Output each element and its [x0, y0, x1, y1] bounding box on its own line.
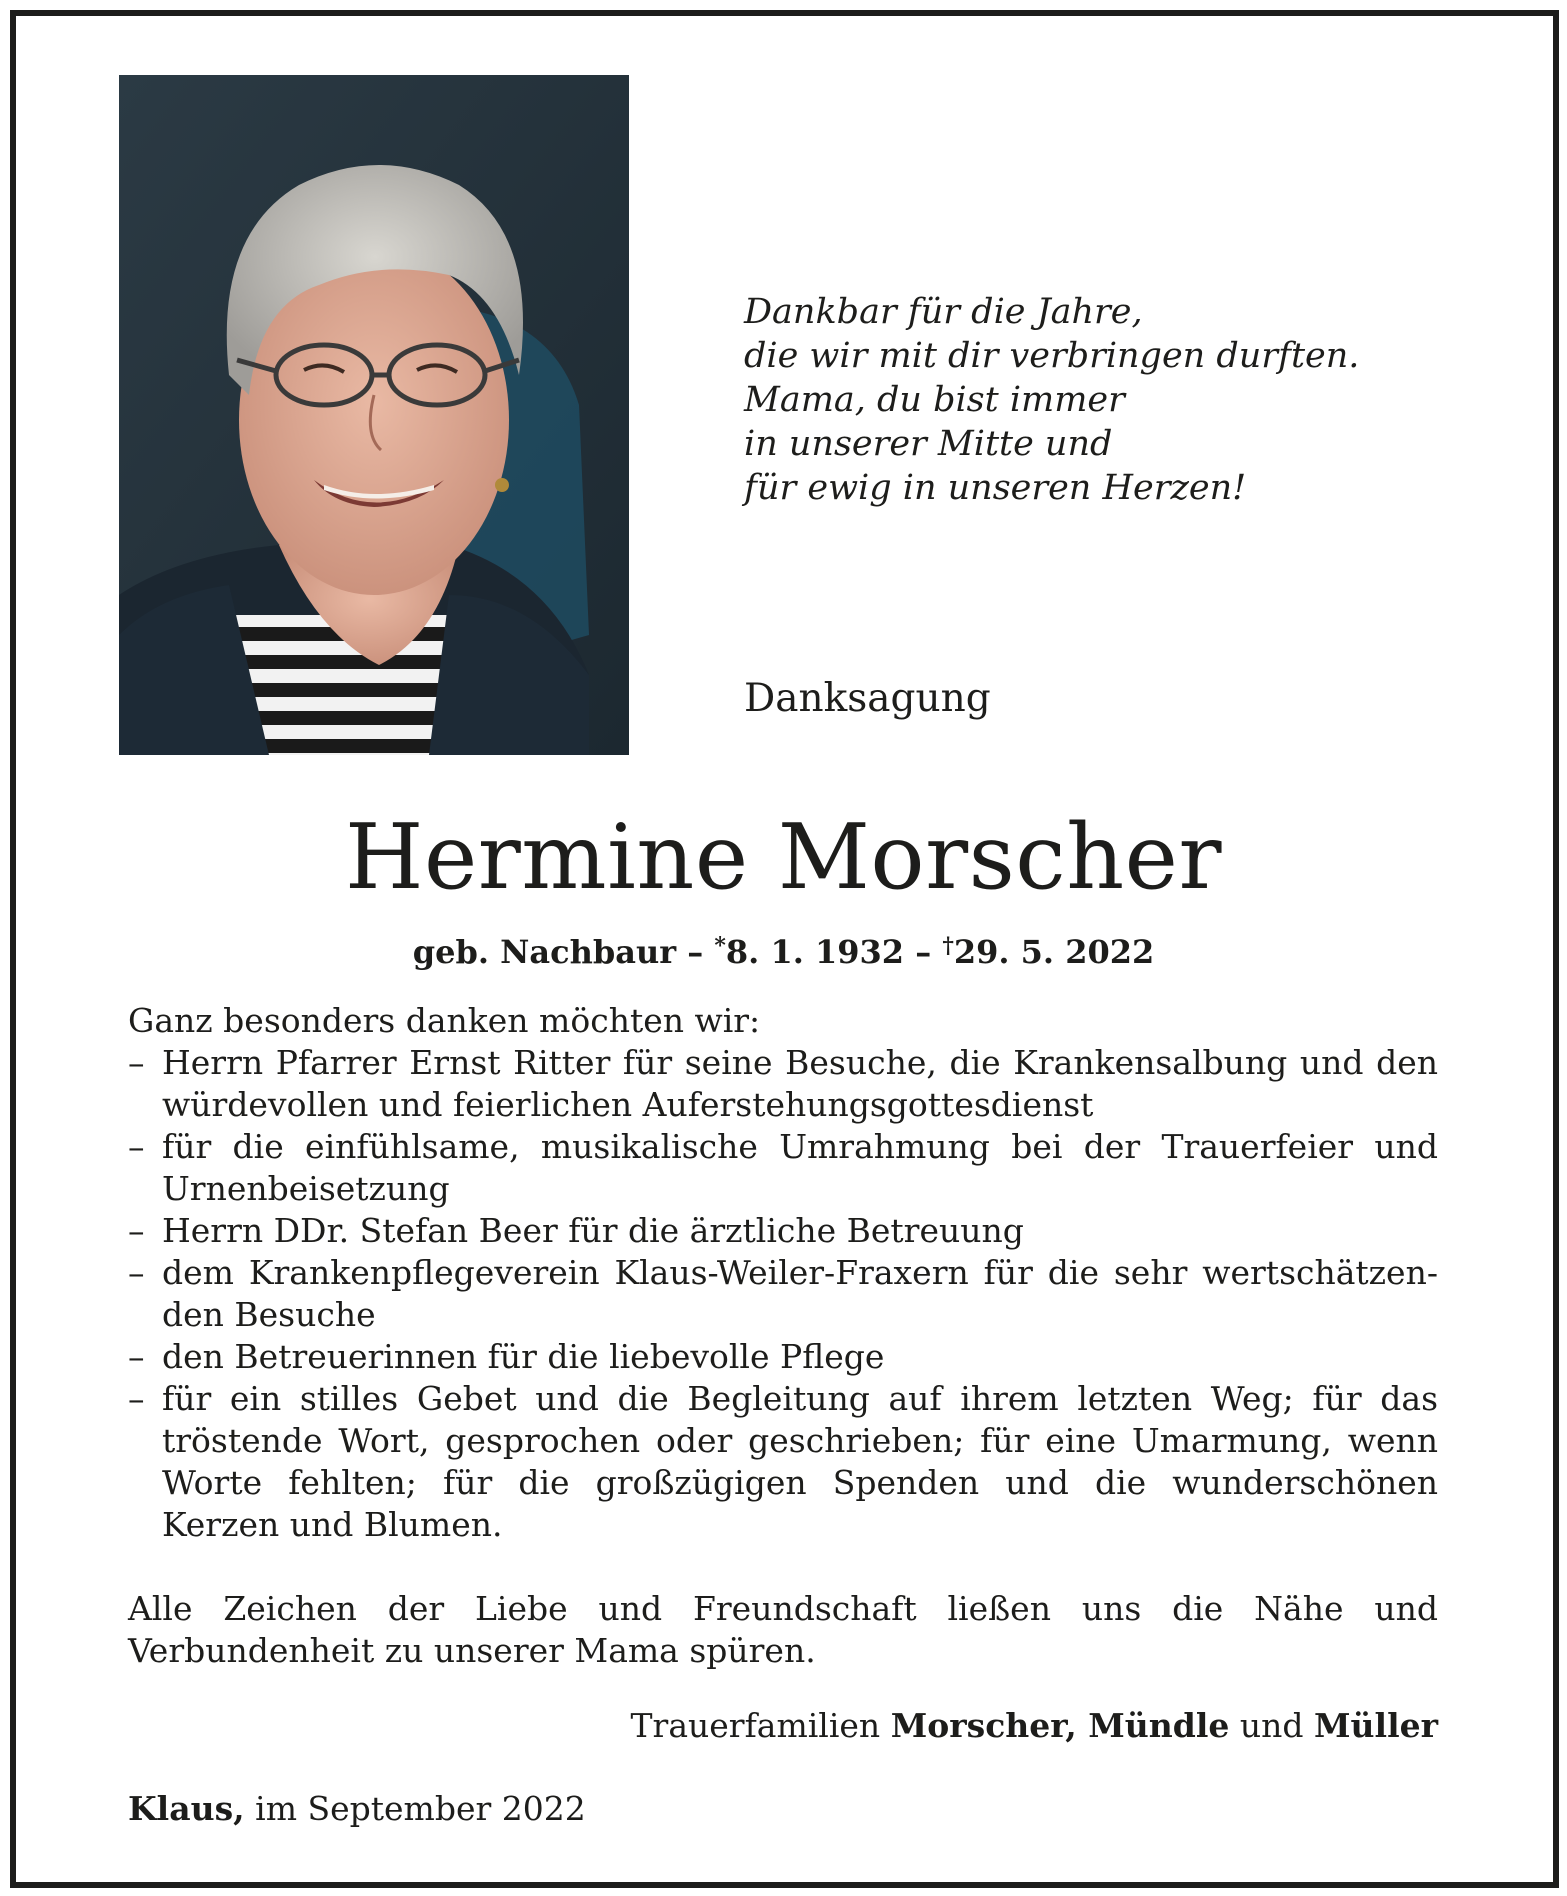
list-dash: –	[128, 1379, 145, 1418]
poem-line: für ewig in unseren Herzen!	[744, 468, 1247, 508]
separator: –	[915, 933, 932, 971]
thanks-list	[128, 1042, 1438, 1546]
birth-date: 8. 1. 1932	[725, 933, 905, 971]
list-item: – für ein stilles Gebet und die Begleitung auf ihrem letzten Weg; für das tröstende Wort, gesprochen oder geschrieben; für eine Umarmung, wenn Worte fehlten; für die großzügigen Spenden und die wunderschönen Kerzen und Blumen.	[128, 1379, 1438, 1544]
family-names: Morscher, Mündle	[890, 1706, 1230, 1745]
list-item: – Herrn DDr. Stefan Beer für die ärztliche Betreuung	[128, 1211, 1024, 1250]
poem-line: Dankbar für die Jahre,	[744, 292, 1143, 332]
portrait-image	[119, 75, 629, 755]
birth-death-line	[0, 926, 1567, 972]
poem-line: Mama, du bist immer	[744, 380, 1125, 420]
memorial-poem	[744, 290, 1504, 510]
family-signature	[631, 1705, 1438, 1747]
thanks-intro: Ganz besonders danken möchten wir:	[128, 1001, 761, 1040]
closing-paragraph: Alle Zeichen der Liebe und Freundschaft ließen uns die Nähe und Verbundenheit zu unserer Mama spüren.	[128, 1589, 1438, 1670]
list-item: – den Betreuerinnen für die liebevolle Pflege	[128, 1337, 885, 1376]
family-names-last: Müller	[1314, 1706, 1438, 1745]
place-date	[128, 1788, 586, 1830]
list-dash: –	[128, 1127, 145, 1166]
portrait-photo	[119, 75, 629, 755]
place-date-text: im September 2022	[255, 1789, 586, 1828]
signature-joiner: und	[1239, 1706, 1304, 1745]
thanks-body	[128, 1000, 1438, 1672]
list-dash: –	[128, 1253, 145, 1292]
list-dash: –	[128, 1211, 145, 1250]
list-item: – dem Krankenpflegeverein Klaus-Weiler-Fraxern für die sehr wertschätzen-den Besuche	[128, 1253, 1438, 1334]
poem-line: die wir mit dir verbringen durften.	[744, 336, 1360, 376]
separator: –	[687, 933, 704, 971]
deceased-name: Hermine Morscher	[345, 805, 1222, 910]
list-dash: –	[128, 1337, 145, 1376]
list-item: – für die einfühlsame, musikalische Umrahmung bei der Trauerfeier und Urnenbeisetzung	[128, 1127, 1438, 1208]
place-city: Klaus,	[128, 1789, 245, 1828]
maiden-name: geb. Nachbaur	[412, 933, 677, 971]
death-date: 29. 5. 2022	[953, 933, 1155, 971]
poem-line: in unserer Mitte und	[744, 424, 1113, 464]
heading-danksagung: Danksagung	[744, 676, 991, 721]
signature-prefix: Trauerfamilien	[630, 1706, 881, 1745]
death-symbol: †	[942, 933, 954, 959]
list-dash: –	[128, 1043, 145, 1082]
list-item: – Herrn Pfarrer Ernst Ritter für seine Besuche, die Krankensalbung und den würdevollen und feierlichen Auferstehungsgottesdienst	[128, 1043, 1438, 1124]
birth-symbol: *	[714, 933, 726, 959]
